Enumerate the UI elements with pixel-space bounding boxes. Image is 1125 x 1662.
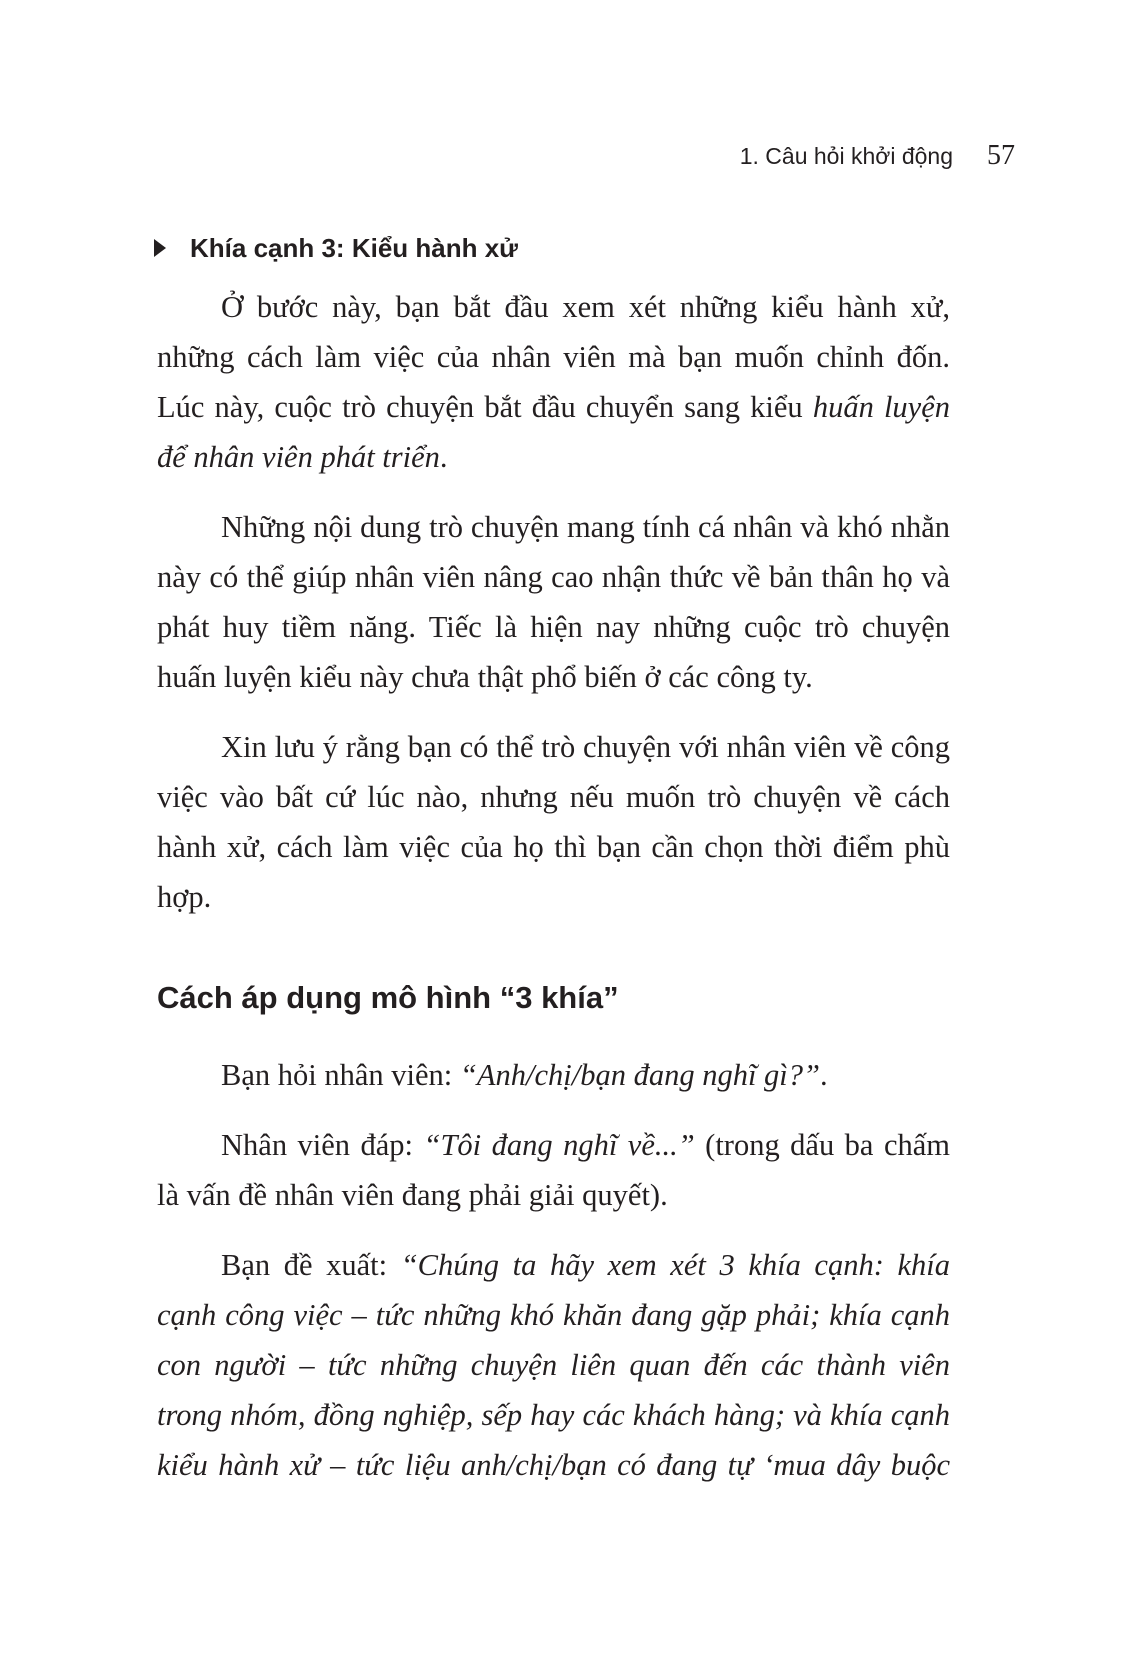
answer-quote: “Tôi đang nghĩ về...” [423, 1128, 695, 1162]
dialogue-answer [157, 1120, 950, 1220]
paragraph-1-italic: huấn luyện để nhân viên phát triển [157, 390, 950, 474]
question-lead: Bạn hỏi nhân viên: [221, 1058, 460, 1092]
paragraph-1-end: . [439, 440, 448, 474]
paragraph-2: Những nội dung trò chuyện mang tính cá nhân và khó nhằn này có thể giúp nhân viên nâng cao nhận thức về bản thân họ và phát huy tiềm năng. Tiếc là hiện nay những cuộc trò chuyện huấn luyện kiểu này chưa thật phổ biến ở các công ty. [157, 510, 950, 694]
running-header [740, 140, 1015, 172]
subsection-heading [154, 228, 950, 268]
chapter-title: 1. Câu hỏi khởi động [739, 143, 953, 169]
suggestion-quote: “Chúng ta hãy xem xét 3 khía cạnh: khía cạnh công việc – tức những khó khăn đang gặp phải; khía cạnh con người – tức những chuyện liên quan đến các thành viên trong nhóm, đồng nghiệp, sếp hay các khách hàng; và khía cạnh kiểu hành xử – tức liệu anh/chị/bạn có đang tự ‘mua dây buộc [157, 1248, 950, 1482]
page-number: 57 [987, 140, 1015, 171]
question-end: . [819, 1058, 828, 1092]
page-body [157, 228, 950, 1510]
answer-end: (trong dấu ba chấm là vấn đề nhân viên đang phải giải quyết). [157, 1128, 950, 1212]
paragraph-3: Xin lưu ý rằng bạn có thể trò chuyện với nhân viên về công việc vào bất cứ lúc nào, nhưng nếu muốn trò chuyện về cách hành xử, cách làm việc của họ thì bạn cần chọn thời điểm phù hợp. [157, 730, 950, 914]
triangle-bullet-icon [154, 239, 166, 257]
dialogue-suggestion [157, 1240, 950, 1490]
paragraph-1 [157, 282, 950, 482]
subsection-title: Khía cạnh 3: Kiểu hành xử [190, 233, 518, 263]
suggestion-lead: Bạn đề xuất: [221, 1248, 401, 1282]
section-heading: Cách áp dụng mô hình “3 khía” [157, 980, 619, 1015]
question-quote: “Anh/chị/bạn đang nghĩ gì?” [459, 1058, 820, 1092]
dialogue-question [157, 1050, 950, 1100]
answer-lead: Nhân viên đáp: [221, 1128, 424, 1162]
paragraph-1-text: Ở bước này, bạn bắt đầu xem xét những kiểu hành xử, những cách làm việc của nhân viên mà bạn muốn chỉnh đốn. Lúc này, cuộc trò chuyện bắt đầu chuyển sang kiểu [157, 290, 950, 424]
